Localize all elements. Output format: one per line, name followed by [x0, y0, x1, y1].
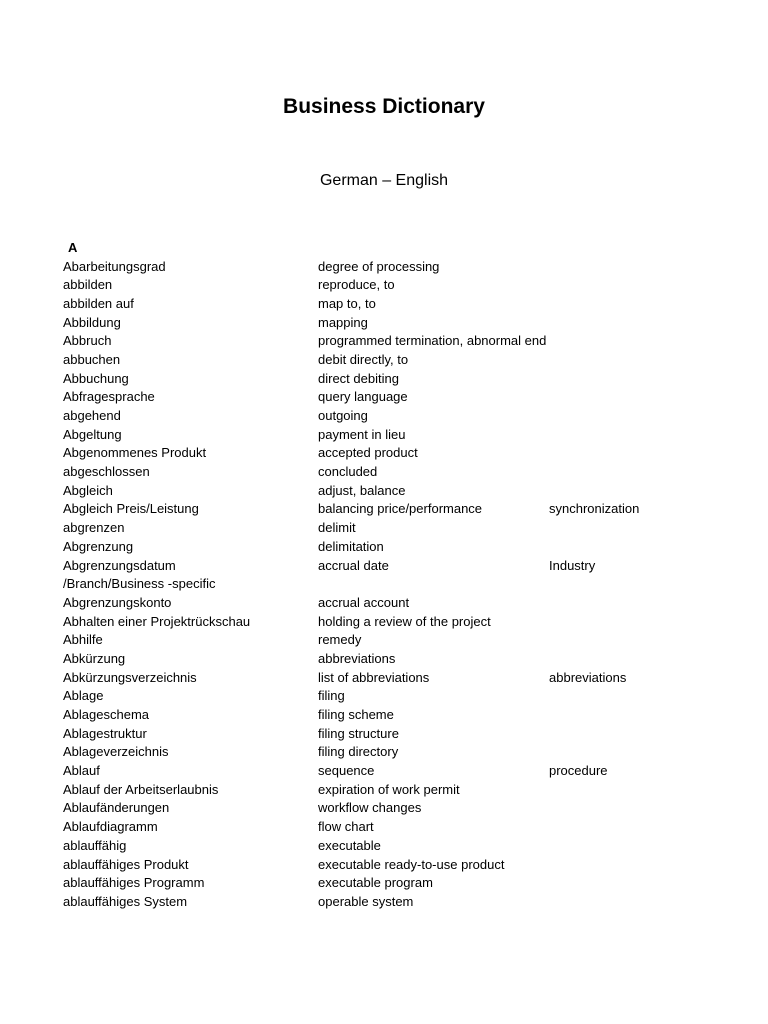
section-letter: A: [68, 240, 78, 255]
german-term: Ablaufdiagramm: [63, 819, 158, 835]
dictionary-entry: [0, 332, 768, 351]
dictionary-entry: [0, 893, 768, 912]
dictionary-entry: [0, 650, 768, 669]
dictionary-entry: [0, 743, 768, 762]
english-translation: map to, to: [318, 295, 376, 311]
german-term: Abhilfe: [63, 632, 103, 648]
german-term: ablauffähig: [63, 837, 127, 853]
english-translation: mapping: [318, 314, 368, 330]
dictionary-entry: [0, 500, 768, 519]
german-term: Ablauf: [63, 763, 100, 779]
german-term: Ablageverzeichnis: [63, 744, 169, 760]
document-title: Business Dictionary: [283, 95, 485, 118]
dictionary-entry: [0, 388, 768, 407]
german-term: abgrenzen: [63, 520, 125, 536]
german-term: Abgleich: [63, 482, 113, 498]
dictionary-entries: [0, 258, 768, 912]
dictionary-entry: [0, 799, 768, 818]
german-term: ablauffähiges Programm: [63, 875, 205, 891]
english-translation: operable system: [318, 893, 414, 909]
dictionary-entry: [0, 295, 768, 314]
english-translation: workflow changes: [318, 800, 422, 816]
related-term: synchronization: [549, 501, 640, 517]
dictionary-entry: [0, 370, 768, 389]
english-translation: executable ready-to-use product: [318, 856, 505, 872]
german-term: Abbuchung: [63, 370, 129, 386]
german-term: Abfragesprache: [63, 389, 155, 405]
english-translation: payment in lieu: [318, 426, 406, 442]
english-translation: accepted product: [318, 445, 418, 461]
english-translation: filing: [318, 688, 345, 704]
german-term: Abhalten einer Projektrückschau: [63, 613, 251, 629]
english-translation: holding a review of the project: [318, 613, 491, 629]
dictionary-entry: [0, 482, 768, 501]
related-term: Industry: [549, 557, 596, 573]
german-term: Abkürzung: [63, 650, 126, 666]
dictionary-entry: [0, 631, 768, 650]
german-term: Abgrenzung: [63, 538, 134, 554]
english-translation: filing directory: [318, 744, 399, 760]
dictionary-entry: [0, 407, 768, 426]
english-translation: abbreviations: [318, 650, 396, 666]
english-translation: balancing price/performance: [318, 501, 483, 517]
dictionary-entry: [0, 557, 768, 576]
english-translation: direct debiting: [318, 370, 399, 386]
dictionary-entry: [0, 687, 768, 706]
german-term: Ablauf der Arbeitserlaubnis: [63, 781, 219, 797]
english-translation: executable program: [318, 875, 433, 891]
english-translation: remedy: [318, 632, 362, 648]
dictionary-entry: [0, 594, 768, 613]
german-term: Abarbeitungsgrad: [63, 258, 166, 274]
english-translation: accrual account: [318, 594, 410, 610]
dictionary-entry: [0, 613, 768, 632]
dictionary-entry: [0, 818, 768, 837]
document-subtitle: German – English: [319, 172, 449, 189]
english-translation: filing scheme: [318, 707, 394, 722]
german-term: Abgrenzungsdatum: [63, 557, 176, 573]
german-term: Ablagestruktur: [63, 725, 147, 741]
german-term: abbilden auf: [63, 295, 134, 311]
german-term: abgehend: [63, 408, 121, 423]
dictionary-entry: [0, 258, 768, 277]
english-translation: concluded: [318, 464, 378, 480]
dictionary-entry: [0, 575, 768, 594]
german-term: abbilden: [63, 277, 113, 293]
german-term: Abbildung: [63, 314, 121, 330]
english-translation: accrual date: [318, 557, 389, 573]
dictionary-entry: [0, 538, 768, 557]
english-translation: debit directly, to: [318, 351, 409, 367]
german-term: Abgleich Preis/Leistung: [63, 501, 199, 517]
dictionary-entry: [0, 874, 768, 893]
dictionary-entry: [0, 706, 768, 725]
german-term: Abbruch: [63, 333, 112, 349]
german-term: Ablageschema: [63, 707, 149, 722]
english-translation: delimitation: [318, 538, 384, 554]
dictionary-entry: [0, 444, 768, 463]
german-term: Ablaufänderungen: [63, 800, 170, 816]
english-translation: programmed termination, abnormal end: [318, 333, 547, 349]
german-term: Abgrenzungskonto: [63, 594, 172, 610]
dictionary-entry: [0, 856, 768, 875]
german-term: abgeschlossen: [63, 464, 150, 480]
german-term: abbuchen: [63, 351, 121, 367]
dictionary-entry: [0, 725, 768, 744]
english-translation: delimit: [318, 520, 356, 536]
dictionary-entry: [0, 351, 768, 370]
english-translation: outgoing: [318, 408, 368, 423]
english-translation: list of abbreviations: [318, 669, 430, 685]
dictionary-entry: [0, 276, 768, 295]
dictionary-entry: [0, 781, 768, 800]
english-translation: expiration of work permit: [318, 781, 460, 797]
german-term: Ablage: [63, 688, 104, 704]
english-translation: reproduce, to: [318, 277, 395, 293]
english-translation: adjust, balance: [318, 482, 406, 498]
dictionary-entry: [0, 837, 768, 856]
english-translation: degree of processing: [318, 258, 440, 274]
german-term: ablauffähiges Produkt: [63, 856, 189, 872]
english-translation: query language: [318, 389, 408, 405]
dictionary-entry: [0, 426, 768, 445]
dictionary-entry: [0, 519, 768, 538]
german-term: Abgeltung: [63, 426, 122, 442]
english-translation: flow chart: [318, 819, 374, 835]
dictionary-entry: [0, 762, 768, 781]
related-term: abbreviations: [549, 669, 627, 685]
english-translation: filing structure: [318, 725, 399, 741]
related-term: procedure: [549, 763, 608, 779]
german-term: /Branch/Business -specific: [63, 576, 216, 592]
german-term: ablauffähiges System: [63, 893, 188, 909]
dictionary-entry: [0, 463, 768, 482]
german-term: Abkürzungsverzeichnis: [63, 669, 197, 685]
english-translation: executable: [318, 837, 381, 853]
german-term: Abgenommenes Produkt: [63, 445, 207, 461]
dictionary-entry: [0, 314, 768, 333]
english-translation: sequence: [318, 763, 375, 779]
dictionary-entry: [0, 669, 768, 688]
